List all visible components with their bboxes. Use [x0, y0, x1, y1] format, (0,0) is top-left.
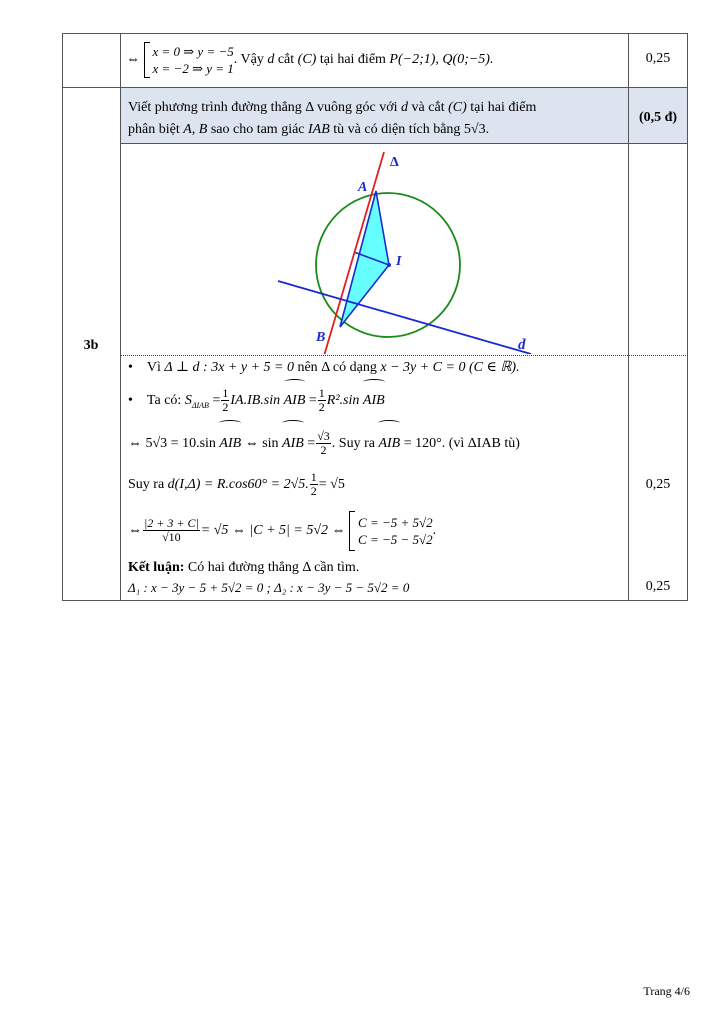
question-text: Viết phương trình đường thẳng Δ vuông góc với d và cắt (C) tại hai điểm phân biệt A, B sao cho tam giác IAB tù và có diện tích bằng 5√3. — [128, 100, 537, 137]
geometry-figure — [120, 144, 628, 354]
system-bracket — [144, 42, 150, 78]
label-A: A — [358, 180, 368, 195]
solution-line-4: Suy ra d(I,Δ) = R.cos60° = 2√5. $\frac{1}{2}$ = √5 — [128, 470, 345, 499]
conclusion: Kết luận: Có hai đường thẳng Δ cần tìm. — [128, 560, 360, 575]
question-score: (0,5 đ) — [638, 110, 678, 125]
solution-score-1: 0,25 — [645, 477, 671, 492]
solution-line-5: ⇔ $\frac{|2 + 3 + C|}{√10}$ = √5 ⇔ |C + 5| = 5√2 ⇔ C = −5 + 5√2 C = −5 − 5√2 . — [128, 508, 436, 554]
solution-line-3: ⇔ 5√3 = 10.sin AIB ⇔ sin AIB = $\frac{√3}{2}$ . Suy ra AIB = 120°. (vì ΔIAB tù) — [128, 424, 520, 464]
row1-content: ⇔ x = 0 ⇒ y = −5 x = −2 ⇒ y = 1 . Vậy d cắt (C) tại hai điểm P(−2;1), Q(0;−5). — [126, 43, 494, 76]
page-number: Trang 4/6 — [643, 984, 690, 998]
row1-score: 0,25 — [645, 51, 671, 66]
equiv-symbol: ⇔ — [126, 52, 140, 67]
label-d: d — [518, 337, 526, 353]
system-equations: x = 0 ⇒ y = −5 x = −2 ⇒ y = 1 — [152, 43, 234, 76]
final-equations: Δ₁ : x − 3y − 5 + 5√2 = 0 ; Δ₂ : x − 3y − 5 − 5√2 = 0 — [128, 580, 410, 595]
question-label: 3b — [83, 338, 99, 353]
solution-bullet-2: • Ta có: $S_{\Delta IAB}$ = $\frac{1}{2}$ IA.IB.sin AIB = $\frac{1}{2}$ R².sin AIB — [128, 383, 385, 419]
solution-score-2: 0,25 — [645, 579, 671, 594]
label-B: B — [316, 330, 326, 345]
answer-table — [62, 33, 688, 601]
label-I: I — [396, 254, 402, 269]
label-delta: Δ — [390, 155, 399, 170]
point-I — [387, 263, 391, 267]
solution-bullet-1: • Vì Δ ⊥ d : 3x + y + 5 = 0 nên Δ có dạng x − 3y + C = 0 (C ∈ ℝ). — [128, 360, 520, 375]
